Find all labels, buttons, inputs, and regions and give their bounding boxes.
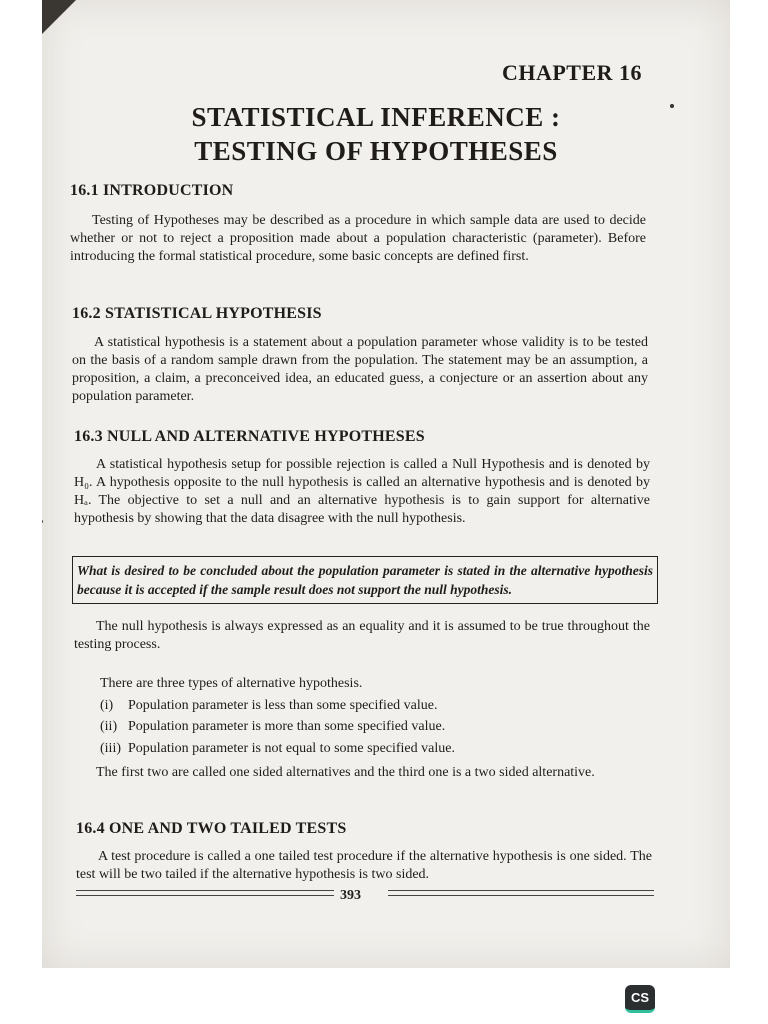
chapter-title-line-1: STATISTICAL INFERENCE : [191,102,561,132]
chapter-title-line-2: TESTING OF HYPOTHESES [194,136,558,166]
boxed-note: What is desired to be concluded about the population parameter is stated in the alternative hypothesis because it is accepted if the sample result does not support the null hypothesis. [72,556,658,604]
section-heading-statistical-hypothesis: 16.2 STATISTICAL HYPOTHESIS [72,305,322,322]
list-item [100,716,455,738]
section-heading-tailed-tests: 16.4 ONE AND TWO TAILED TESTS [76,820,347,837]
null-hypothesis-equality-note: The null hypothesis is always expressed as an equality and it is assumed to be true throughout the testing process. [74,619,650,652]
list-item-text: Population parameter is less than some specified value. [128,697,438,713]
speck-mark [42,520,43,523]
chapter-title [42,100,730,168]
list-item-number: (ii) [100,719,118,734]
book-page [42,0,730,968]
page-number: 393 [340,888,361,903]
list-item-number: (iii) [100,740,121,756]
footer-rule-right [388,890,654,896]
list-item-text: Population parameter is more than some specified value. [128,719,446,734]
footer-rule-left [76,890,334,896]
section-body-null-alternative: A statistical hypothesis setup for possible rejection is called a Null Hypothesis and is denoted by H₀. A hypothesis opposite to the null hypothesis is called an alternative hypothesis and is denoted by Hₐ. The objective to set a null and an alternative hypothesis is to gain support for alternative hypothesis by showing that the data disagree with the null hypothesis. [74,457,650,526]
list-item [100,695,455,717]
section-heading-null-alternative: 16.3 NULL AND ALTERNATIVE HYPOTHESES [74,428,425,445]
alternative-types-intro: There are three types of alternative hypothesis. [100,676,363,691]
page-corner-shadow [42,0,76,34]
list-item-text: Population parameter is not equal to some specified value. [128,740,455,756]
section-heading-introduction: 16.1 INTRODUCTION [70,182,234,199]
chapter-label: CHAPTER 16 [501,60,642,85]
section-body-statistical-hypothesis: A statistical hypothesis is a statement about a population parameter whose validity is to be tested on the basis of a random sample drawn from the population. The statement may be an assumption, a proposition, a claim, a preconceived idea, an educated guess, a conjecture or an assertion about any population parameter. [72,335,648,404]
list-item [100,738,455,760]
alternative-types-list [100,673,455,759]
list-item-number: (i) [100,697,114,713]
sided-alternatives-note: The first two are called one sided alternatives and the third one is a two sided alternative. [96,765,595,780]
speck-mark [670,104,674,108]
section-body-tailed-tests: A test procedure is called a one tailed test procedure if the alternative hypothesis is one sided. The test will be two tailed if the alternative hypothesis is two sided. [76,849,652,882]
section-body-introduction: Testing of Hypotheses may be described as a procedure in which sample data are used to decide whether or not to reject a proposition made about a population characteristic (parameter). Before introducing the formal statistical procedure, some basic concepts are defined first. [70,213,646,264]
camscanner-logo-icon: CS [625,985,655,1013]
